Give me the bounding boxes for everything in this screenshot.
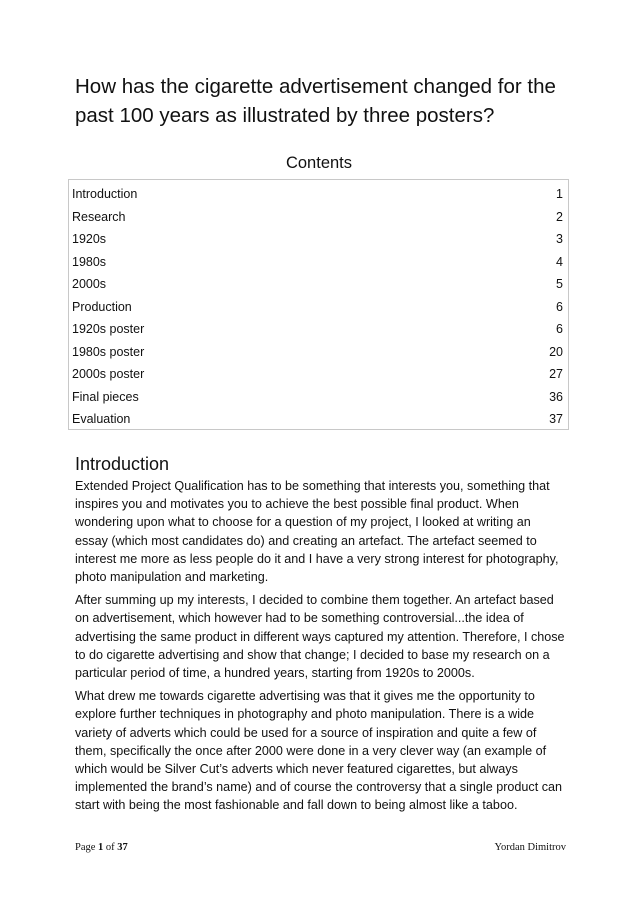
total-pages: 37 bbox=[117, 842, 128, 853]
toc-entry-page: 4 bbox=[556, 254, 563, 269]
toc-row[interactable] bbox=[72, 206, 563, 229]
toc-entry-label: Introduction bbox=[72, 187, 138, 202]
toc-entry-label: Production bbox=[72, 299, 132, 314]
toc-entry-page: 3 bbox=[556, 232, 563, 247]
page-indicator bbox=[75, 842, 128, 853]
toc-entry-page: 36 bbox=[549, 389, 563, 404]
section-heading-introduction: Introduction bbox=[75, 454, 170, 474]
toc-row[interactable] bbox=[72, 251, 563, 274]
toc-entry-page: 27 bbox=[549, 367, 563, 382]
toc-entry-label: 1920s bbox=[72, 232, 107, 247]
toc-entry-page: 5 bbox=[556, 277, 563, 292]
toc-row[interactable] bbox=[72, 273, 563, 296]
toc-entry-page: 37 bbox=[549, 412, 563, 427]
toc-entry-page: 1 bbox=[556, 187, 563, 202]
paragraph: Extended Project Qualification has to be something that interests you, something that inspires you and motivates you to achieve the best possible final product. When wondering upon what to choose for a question of my project, I looked at writing an essay (which most candidates do) and creating an artefact. The artefact seemed to interest me more as less people do it and I have a very strong interest for photography, photo manipulation and marketing. bbox=[75, 479, 559, 585]
toc-row[interactable] bbox=[72, 408, 563, 431]
toc-entry-page: 20 bbox=[549, 344, 563, 359]
toc-row[interactable] bbox=[72, 183, 563, 206]
toc-row[interactable] bbox=[72, 386, 563, 409]
toc-entry-label: 1920s poster bbox=[72, 322, 145, 337]
toc-row[interactable] bbox=[72, 228, 563, 251]
table-of-contents bbox=[68, 179, 569, 430]
toc-entry-label: Final pieces bbox=[72, 389, 139, 404]
document-title: How has the cigarette advertisement changed for the past 100 years as illustrated by three posters? bbox=[75, 75, 556, 127]
author-name: Yordan Dimitrov bbox=[494, 842, 566, 853]
toc-row[interactable] bbox=[72, 341, 563, 364]
of-word: of bbox=[105, 842, 115, 853]
toc-entry-label: Research bbox=[72, 209, 126, 224]
toc-entry-label: 2000s poster bbox=[72, 367, 145, 382]
page-footer bbox=[75, 842, 566, 853]
toc-row[interactable] bbox=[72, 296, 563, 319]
toc-entry-label: Evaluation bbox=[72, 412, 131, 427]
toc-row[interactable] bbox=[72, 363, 563, 386]
toc-entry-label: 1980s poster bbox=[72, 344, 145, 359]
paragraph: What drew me towards cigarette advertising was that it gives me the opportunity to explore further techniques in photography and photo manipulation. There is a wide variety of adverts which could be used for a source of inspiration and quite a few of them, specifically the once after 2000 were done in a very clever way (an example of which would be Silver Cut’s adverts which never featured cigarettes, but always implemented the brand’s name) and of course the controversy that a single product can start with being the most fashionable and fall down to being almost like a taboo. bbox=[75, 689, 563, 813]
toc-row[interactable] bbox=[72, 318, 563, 341]
page-word: Page bbox=[75, 842, 96, 853]
introduction-body bbox=[75, 477, 567, 820]
toc-entry-page: 6 bbox=[556, 322, 563, 337]
paragraph: After summing up my interests, I decided to combine them together. An artefact based on advertisement, which however had to be something controversial...the idea of advertising the same product in different ways captured my attention. Therefore, I chose to do cigarette advertising and show that change; I decided to base my research on a particular period of time, a hundred years, starting from 1920s to 2000s. bbox=[75, 593, 565, 681]
toc-entry-page: 2 bbox=[556, 209, 563, 224]
toc-entry-page: 6 bbox=[556, 299, 563, 314]
contents-heading: Contents bbox=[285, 154, 353, 172]
toc-entry-label: 2000s bbox=[72, 277, 107, 292]
page-number: 1 bbox=[98, 842, 104, 853]
toc-entry-label: 1980s bbox=[72, 254, 107, 269]
